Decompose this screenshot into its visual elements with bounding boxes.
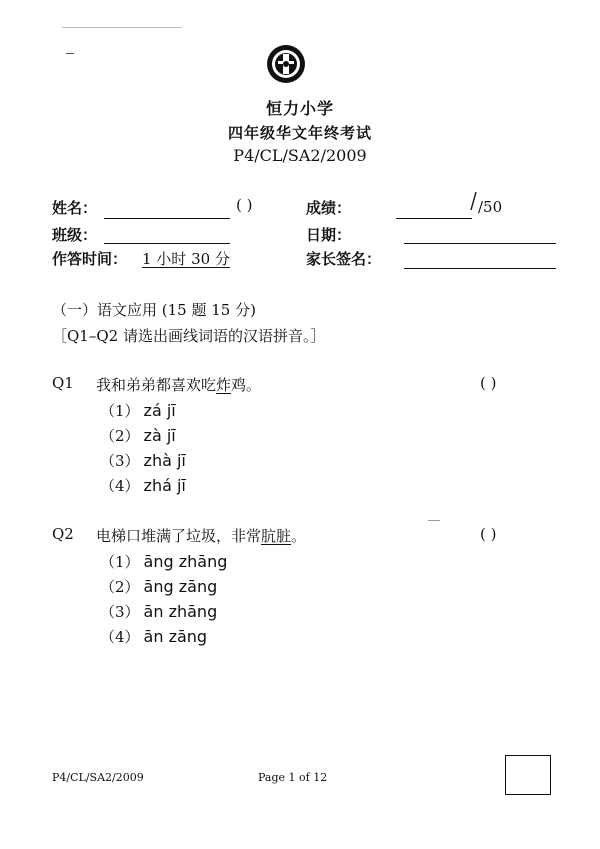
option-item[interactable]: （4） zhá jī <box>100 476 186 495</box>
underlined-word: 肮脏 <box>261 527 292 545</box>
time-value: 1 小时 30 分 <box>142 250 230 268</box>
score-mark-icon <box>466 190 478 214</box>
question-number: Q1 <box>52 374 74 392</box>
index-number-bracket: ( ) <box>236 196 253 214</box>
option-item[interactable]: （1） zá jī <box>100 401 176 420</box>
parent-signature-label: 家长签名： <box>306 250 382 268</box>
date-field[interactable] <box>404 243 556 244</box>
name-field[interactable] <box>104 218 230 219</box>
footer-code: P4/CL/SA2/2009 <box>52 771 144 784</box>
section-title: （一）语文应用 (15 题 15 分) <box>52 301 256 319</box>
option-item[interactable]: （2） āng zāng <box>100 577 218 596</box>
class-label: 班级： <box>52 226 98 244</box>
option-item[interactable]: （1） āng zhāng <box>100 552 228 571</box>
scan-noise <box>428 520 440 521</box>
section-instruction: ［Q1–Q2 请选出画线词语的汉语拼音。］ <box>52 327 326 345</box>
school-name: 恒力小学 <box>265 99 334 118</box>
date-label: 日期： <box>306 226 352 244</box>
exam-title: 四年级华文年终考试 <box>227 124 372 142</box>
score-label: 成绩： <box>306 199 352 217</box>
option-item[interactable]: （4） ān zāng <box>100 627 208 646</box>
page-number: Page 1 of 12 <box>258 771 328 784</box>
class-field[interactable] <box>104 243 230 244</box>
scan-noise <box>62 27 182 28</box>
school-logo-icon <box>266 44 306 84</box>
marks-box[interactable] <box>505 755 551 795</box>
question-text: 电梯口堆满了垃圾，非常肮脏。 <box>96 527 307 545</box>
score-field[interactable] <box>396 218 472 219</box>
parent-signature-field[interactable] <box>404 268 556 269</box>
scan-noise <box>66 53 74 54</box>
option-item[interactable]: （2） zà jī <box>100 426 176 445</box>
underlined-word: 炸 <box>216 376 232 394</box>
option-item[interactable]: （3） ān zhāng <box>100 602 218 621</box>
option-item[interactable]: （3） zhà jī <box>100 451 186 470</box>
answer-bracket[interactable]: ( ) <box>480 525 497 543</box>
question-number: Q2 <box>52 525 74 543</box>
name-label: 姓名： <box>52 199 98 217</box>
score-total: /50 <box>478 198 503 216</box>
exam-code: P4/CL/SA2/2009 <box>233 146 367 165</box>
answer-bracket[interactable]: ( ) <box>480 374 497 392</box>
question-text: 我和弟弟都喜欢吃炸鸡。 <box>96 376 262 394</box>
time-label: 作答时间： <box>52 250 128 268</box>
